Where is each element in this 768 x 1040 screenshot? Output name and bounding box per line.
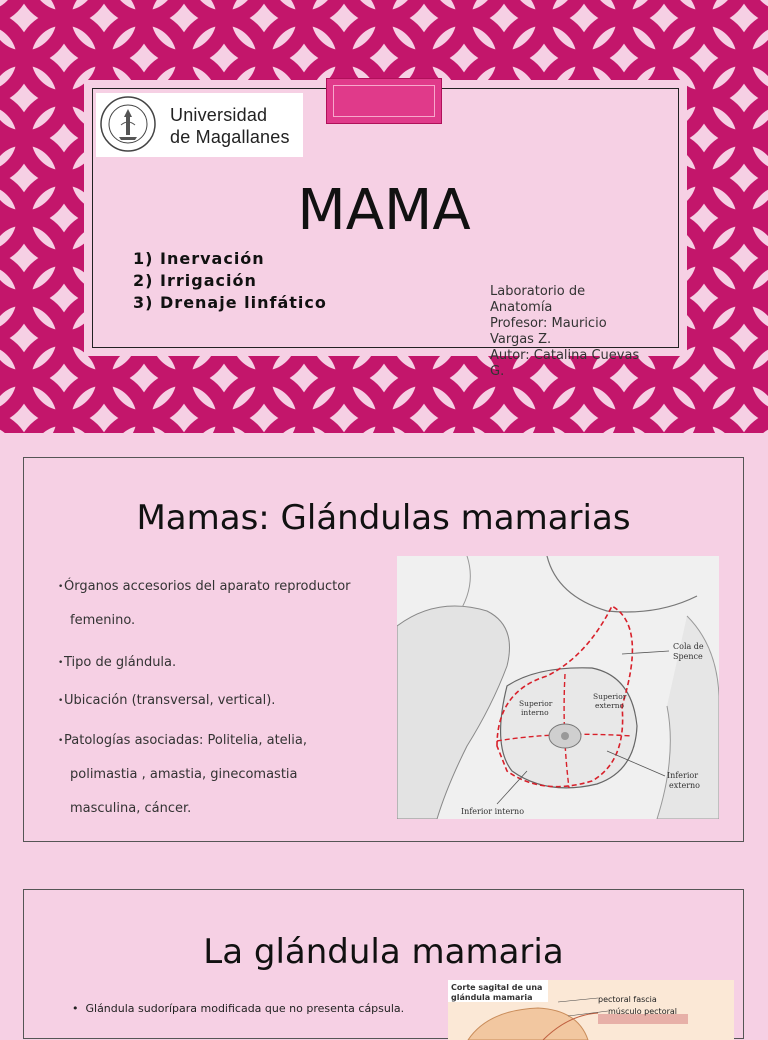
toc-item: 2) Irrigación xyxy=(133,271,257,290)
bullet-item: • Tipo de glándula. xyxy=(58,655,177,670)
figure-label: Inferior xyxy=(667,771,699,780)
table-of-contents xyxy=(133,248,327,314)
bullet-item: • Ubicación (transversal, vertical). xyxy=(58,693,276,708)
figure-label: Superior xyxy=(519,699,553,708)
figure-label: externo xyxy=(595,701,625,710)
slide-glandula-mamaria xyxy=(23,889,744,1039)
bullet-text: Glándula sudorípara modificada que no presenta cápsula. xyxy=(85,1002,405,1015)
university-seal-icon xyxy=(99,95,157,153)
figure-label: Cola de xyxy=(673,642,704,651)
author-line: Vargas Z. xyxy=(490,332,552,347)
page-title: MAMA xyxy=(297,178,471,243)
author-line: Profesor: Mauricio xyxy=(490,316,607,331)
figure-label: Inferior interno xyxy=(461,807,525,816)
bullet-text: Ubicación (transversal, vertical). xyxy=(64,693,276,708)
logo-text-line1: Universidad xyxy=(170,105,268,125)
author-line: Laboratorio de xyxy=(490,284,586,299)
figure-label: externo xyxy=(669,781,700,790)
figure-label: Superior xyxy=(593,692,627,701)
figure-caption xyxy=(451,983,542,1003)
title-slide xyxy=(0,0,768,433)
toc-item: 1) Inervación xyxy=(133,249,265,268)
breast-quadrants-illustration xyxy=(397,556,719,819)
figure-label: Spence xyxy=(673,652,703,661)
bullet-continuation xyxy=(70,792,410,826)
bullet-item: • Glándula sudorípara modificada que no presenta cápsula. xyxy=(72,1002,405,1015)
figure-caption-line: Corte sagital de una xyxy=(451,983,543,992)
slide-title: La glándula mamaria xyxy=(203,932,564,972)
author-line: Anatomía xyxy=(490,300,553,315)
figure-label: músculo pectoral xyxy=(608,1007,678,1016)
bullet-text: Órganos accesorios del aparato reproductor xyxy=(64,579,351,594)
bullet-item: • Patologías asociadas: Politelia, atelia, xyxy=(58,733,307,748)
author-info xyxy=(490,284,665,380)
slide-glandulas-mamarias xyxy=(23,457,744,842)
figure-label: interno xyxy=(521,708,549,717)
title-tab-accent xyxy=(326,78,442,124)
bullet-continuation xyxy=(70,604,410,638)
university-logo xyxy=(96,93,303,157)
toc-item: 3) Drenaje linfático xyxy=(133,293,327,312)
bullet-text: Patologías asociadas: Politelia, atelia, xyxy=(64,733,307,748)
bullet-text: Tipo de glándula. xyxy=(64,655,177,670)
figure-caption-line: glándula mamaria xyxy=(451,993,533,1002)
slide-title: Mamas: Glándulas mamarias xyxy=(136,498,631,538)
bullet-continuation xyxy=(70,758,410,792)
bullet-text: femenino. xyxy=(70,613,136,628)
author-line: G. xyxy=(490,364,505,379)
bullet-item: • Órganos accesorios del aparato reproductor xyxy=(58,579,351,594)
sagittal-section-illustration xyxy=(448,980,734,1040)
logo-text-line2: de Magallanes xyxy=(170,127,290,147)
bullet-text: masculina, cáncer. xyxy=(70,801,192,816)
author-line: Autor: Catalina Cuevas xyxy=(490,348,640,363)
bullet-text: polimastia , amastia, ginecomastia xyxy=(70,767,298,782)
figure-label: pectoral fascia xyxy=(598,995,657,1004)
